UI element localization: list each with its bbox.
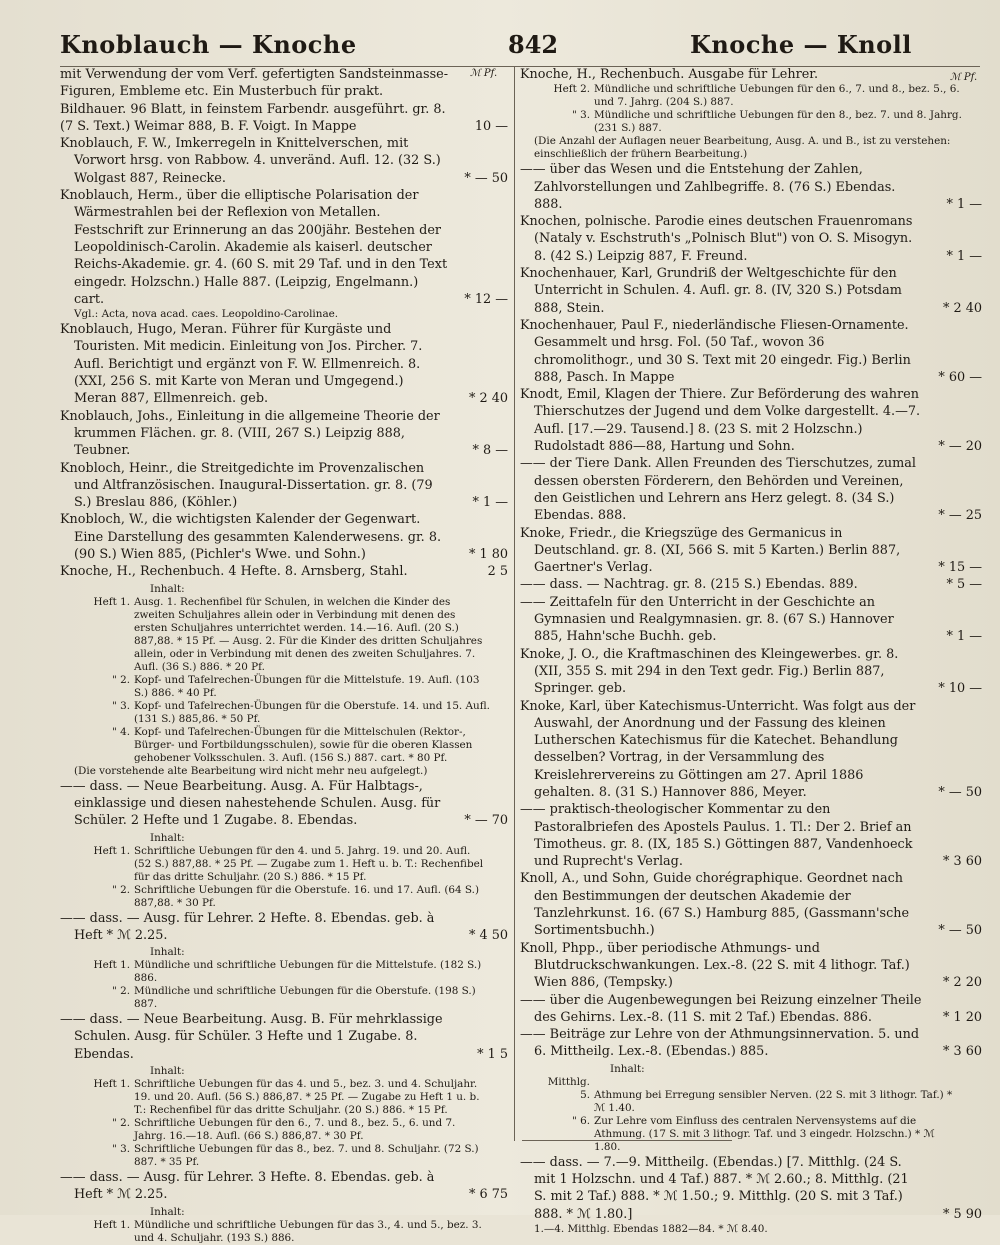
entry-note: (Die vorstehende alte Bearbeitung wird nicht mehr neu aufgelegt.) [74, 764, 428, 777]
entry-price: * 4 50 [469, 927, 508, 943]
sub-entry-text: Schriftliche Uebungen für den 6., 7. und 8., bez. 5., 6. und 7. Jahrg. 16.—18. Aufl. (66 S.) 886,87. * 30 Pf. [134, 1116, 456, 1142]
sub-entry-text: Mündliche und schriftliche Uebungen für das 3., 4. und 5., bez. 3. und 4. Schuljahr. (193 S.) 886. [134, 1218, 482, 1244]
entry-text: Knochenhauer, Paul F., niederländische Fliesen-Ornamente. Gesammelt und hrsg. Fol. (50 Taf., wovon 36 chromolithogr., und 30 S. Text mit 20 eingedr. Fig.) Berlin 888, Pasch. In Mappe [520, 317, 911, 385]
sub-entry-label: " 3. [112, 699, 130, 712]
sub-entry [520, 109, 982, 135]
sub-entry-label: Heft 1. [93, 1218, 130, 1231]
entry-text: Knobloch, W., die wichtigsten Kalender der Gegenwart. Eine Darstellung des gesammten Kalenderwesens. gr. 8. (90 S.) Wien 885, (Pichler's Wwe. und Sohn.) [60, 512, 442, 563]
entry-text: —— Beiträge zur Lehre von der Athmungsinnervation. 5. und 6. Mittheilg. Lex.-8. (Ebendas.) 885. [520, 1027, 920, 1060]
bibliography-entry [520, 213, 982, 265]
entry-price: * 1 80 [469, 547, 508, 563]
bibliography-entry [60, 187, 508, 308]
entry-price: * 2 20 [943, 975, 982, 991]
sub-entry [60, 1219, 508, 1245]
entry-price: * 15 — [938, 560, 982, 576]
contents-label: Inhalt: [150, 1205, 185, 1218]
sub-entry [60, 845, 508, 884]
right-column [520, 66, 982, 1235]
entry-text: Knoke, Friedr., die Kriegszüge des Germanicus in Deutschland. gr. 8. (XI, 566 S. mit 5 Karten.) Berlin 887, Gaertner's Verlag. [520, 525, 901, 576]
bibliography-entry [520, 1026, 982, 1061]
sub-entry-text: Schriftliche Uebungen für das 4. und 5., bez. 3. und 4. Schuljahr. 19. und 20. Aufl. (56 S.) 886,87. * 25 Pf. — Zugabe zu Heft 1 u. b. T.: Rechenfibel für das dritte Schuljahr. (20 S.) 886. * 15 Pf. [134, 1077, 480, 1116]
sub-entry-text: Schriftliche Uebungen für die Oberstufe. 16. und 17. Aufl. (64 S.) 887,88. * 30 Pf. [134, 883, 480, 909]
entry-price: * 1 — [946, 196, 982, 212]
bibliography-entry [520, 1154, 982, 1223]
sub-entry [60, 674, 508, 700]
sub-entry-text: Kopf- und Tafelrechen-Übungen für die Mittelschulen (Rektor-, Bürger- und Fortbildungsschulen), sowie für die oberen Klassen gehobener Volksschulen. 3. Aufl. (156 S.) 887. cart. * 80 Pf. [134, 725, 473, 764]
entry-text: Knoke, Karl, über Katechismus-Unterricht. Was folgt aus der Auswahl, der Anordnung und der Fassung des kleinen Lutherschen Katechismus für die Katechet. Behandlung desselben? Vortrag, in der Versammlung des Kreislehrervereins zu Göttingen am 27. April 1886 gehalten. 8. (31 S.) Hannover 886, Meyer. [520, 698, 916, 800]
entry-price: * 1 — [472, 495, 508, 511]
sub-entry [60, 959, 508, 985]
column-divider [514, 66, 515, 1141]
sub-entry-text: Kopf- und Tafelrechen-Übungen für die Mittelstufe. 19. Aufl. (103 S.) 886. * 40 Pf. [134, 673, 480, 699]
entry-text: —— dass. — 7.—9. Mittheilg. (Ebendas.) [7. Mitthlg. (24 S. mit 1 Holzschn. und 4 Taf.) 887. * ℳ 2.60.; 8. Mitthlg. (21 S. mit 2 Taf.) 888. * ℳ 1.50.; 9. Mitthlg. (20 S. mit 3 Taf.) 888. * ℳ 1.80.] [520, 1154, 909, 1222]
entry-note: 1.—4. Mitthlg. Ebendas 1882—84. * ℳ 8.40. [534, 1222, 768, 1235]
sub-entry-text: Mündliche und schriftliche Uebungen für den 8., bez. 7. und 8. Jahrg. (231 S.) 887. [594, 109, 962, 135]
sub-entry [60, 1078, 508, 1117]
entry-text: Knoll, Phpp., über periodische Athmungs- und Blutdruckschwankungen. Lex.-8. (22 S. mit 4 lithogr. Taf.) Wien 886, (Tempsky.) [520, 940, 910, 991]
entry-price: * 1 5 [477, 1046, 508, 1062]
entry-text: —— der Tiere Dank. Allen Freunden des Tierschutzes, zumal dessen obersten Förderern, den Behörden und Vereinen, den Geistlichen und Lehrern ans Herz gelegt. 8. (34 S.) Ebendas. 888. [520, 456, 916, 524]
sub-entry-label: Heft 1. [93, 844, 130, 857]
contents-label: Inhalt: [610, 1062, 645, 1075]
entry-price: * 1 20 [943, 1009, 982, 1025]
entry-price: * 2 40 [469, 391, 508, 407]
sub-entry-label: " 3. [112, 1142, 130, 1155]
contents-label: Inhalt: [150, 1064, 185, 1077]
sub-entry-label: " 2. [112, 985, 130, 998]
entry-text: —— dass. — Ausg. für Lehrer. 2 Hefte. 8. Ebendas. geb. à Heft * ℳ 2.25. [60, 910, 435, 943]
bibliography-entry [60, 1169, 508, 1204]
entry-price: * — 25 [938, 508, 982, 524]
entry-text: Knobloch, Heinr., die Streitgedichte im Provenzalischen und Altfranzösischen. Inaugural-Dissertation. gr. 8. (79 S.) Breslau 886, (Köhler.) [60, 460, 433, 511]
entry-price: * 60 — [938, 369, 982, 385]
sub-entry-text: Schriftliche Uebungen für den 4. und 5. Jahrg. 19. und 20. Aufl. (52 S.) 887,88. * 25 Pf. — Zugabe zum 1. Heft u. b. T.: Rechenfibel für das dritte Schuljahr. (20 S.) 886. * 15 Pf. [134, 844, 484, 883]
entry-text: Knochenhauer, Karl, Grundriß der Weltgeschichte für den Unterricht in Schulen. 4. Aufl. gr. 8. (IV, 320 S.) Potsdam 888, Stein. [520, 266, 902, 316]
sub-entry-label: " 3. [572, 109, 590, 122]
entry-text: Knodt, Emil, Klagen der Thiere. Zur Beförderung des wahren Thierschutzes der Jugend und dem Volke dargestellt. 4.—7. Aufl. [17.—29. Tausend.] 8. (23 S. mit 2 Holzschn.) Rudolstadt 886—88, Hartung und Sohn. [520, 387, 921, 455]
bibliography-entry [520, 698, 982, 802]
sub-entry [60, 596, 508, 674]
bibliography-entry [60, 910, 508, 945]
entry-text: —— dass. — Neue Bearbeitung. Ausg. B. Für mehrklassige Schulen. Ausg. für Schüler. 3 Hefte und 1 Zugabe. 8. Ebendas. [60, 1012, 443, 1062]
contents-label: Inhalt: [150, 946, 185, 959]
entry-text: Knoblauch, F. W., Imkerregeln in Knittelverschen, mit Vorwort hrsg. von Rabbow. 4. unveränd. Aufl. 12. (32 S.) Wolgast 887, Reinecke. [60, 136, 441, 186]
bibliography-entry [60, 778, 508, 830]
bibliography-entry [60, 408, 508, 460]
entry-text: Knoche, H., Rechenbuch. Ausgabe für Lehrer. [520, 67, 819, 82]
sub-entry-label: Heft 1. [93, 1077, 130, 1090]
sub-entry-label: " 4. [112, 725, 130, 738]
left-column [60, 66, 508, 1244]
entry-price: 10 — [474, 118, 508, 134]
entry-text: Knoll, A., und Sohn, Guide chorégraphique. Geordnet nach den Bestimmungen der deutschen Akademie der Tanzlehrkunst. 16. (67 S.) Hamburg 885, (Gassmann'sche Sortimentsbuchh.) [520, 871, 910, 939]
entry-price: * — 50 [464, 170, 508, 186]
entry-price: * 2 40 [943, 300, 982, 316]
page-number: 842 [508, 30, 559, 59]
entry-text: —— Zeittafeln für den Unterricht in der Geschichte an Gymnasien und Realgymnasien. gr. 8. (67 S.) Hannover 885, Hahn'sche Buchh. geb. [520, 594, 894, 645]
entry-price: * 3 60 [943, 1044, 982, 1060]
bibliography-entry [520, 594, 982, 646]
entry-price: * 1 — [946, 248, 982, 264]
bibliography-entry [520, 455, 982, 524]
bibliography-entry [520, 576, 982, 593]
sub-entry-text: Mündliche und schriftliche Uebungen für die Mittelstufe. (182 S.) 886. [134, 959, 482, 985]
sub-entry-label: Mitthlg. 5. [547, 1075, 590, 1101]
entry-text: —— über die Augenbewegungen bei Reizung einzelner Theile des Gehirns. Lex.-8. (11 S. mit 2 Taf.) Ebendas. 886. [520, 992, 922, 1025]
entry-text: Knoblauch, Hugo, Meran. Führer für Kurgäste und Touristen. Mit medicin. Einleitung von Jos. Pircher. 7. Aufl. Berichtigt und ergänzt von F. W. Ellmenreich. 8. (XXI, 256 S. mit Karte von Meran und Umgegend.) Meran 887, Ellmenreich. geb. [60, 322, 423, 407]
entry-text: mit Verwendung der vom Verf. gefertigten Sandsteinmasse-Figuren, Embleme etc. Ein Musterbuch für prakt. Bildhauer. 96 Blatt, in feinstem Farbendr. ausgeführt. gr. 8. (7 S. Text.) Weimar 888, B. F. Voigt. In Mappe [60, 67, 449, 134]
entry-price: * — 20 [938, 439, 982, 455]
contents-label: Inhalt: [150, 831, 185, 844]
sub-entry [60, 985, 508, 1011]
bibliography-entry [520, 646, 982, 698]
entry-note: Vgl.: Acta, nova acad. caes. Leopoldino-Carolinae. [74, 308, 339, 321]
entry-price: * — 50 [938, 923, 982, 939]
sub-entry-label: " 2. [112, 1116, 130, 1129]
bibliography-entry [520, 161, 982, 213]
entry-price: * 5 — [946, 577, 982, 593]
entry-price: * 3 60 [943, 854, 982, 870]
sub-entry-text: Mündliche und schriftliche Uebungen für den 6., 7. und 8., bez. 5., 6. und 7. Jahrg. (204 S.) 887. [594, 83, 960, 109]
entry-text: Knoblauch, Johs., Einleitung in die allgemeine Theorie der krummen Flächen. gr. 8. (VIII, 267 S.) Leipzig 888, Teubner. [60, 408, 440, 459]
bibliography-entry [520, 525, 982, 577]
entry-price: * — 50 [938, 784, 982, 800]
contents-label: Inhalt: [150, 582, 185, 595]
sub-entry-label: " 6. [572, 1114, 590, 1127]
entry-note: (Die Anzahl der Auflagen neuer Bearbeitung, Ausg. A. und B., ist zu verstehen: einschließlich der frühern Bearbeitung.) [534, 135, 951, 161]
entry-price: * 12 — [464, 291, 508, 307]
sub-entry [520, 1076, 982, 1115]
bibliography-entry [520, 992, 982, 1027]
sub-entry [520, 1115, 982, 1154]
entry-text: Knoche, H., Rechenbuch. 4 Hefte. 8. Arnsberg, Stahl. [60, 564, 408, 580]
price-unit-left: ℳ Pf. [470, 68, 498, 79]
sub-entry [60, 726, 508, 765]
sub-entry-text: Schriftliche Uebungen für das 8., bez. 7. und 8. Schuljahr. (72 S.) 887. * 35 Pf. [134, 1142, 479, 1168]
entry-text: —— dass. — Nachtrag. gr. 8. (215 S.) Ebendas. 889. [520, 577, 858, 593]
entry-text: Knoke, J. O., die Kraftmaschinen des Kleingewerbes. gr. 8. (XII, 355 S. mit 294 in den Text gedr. Fig.) Berlin 887, Springer. geb. [520, 646, 899, 697]
bibliography-entry [520, 66, 982, 83]
sub-entry-label: " 2. [112, 883, 130, 896]
bottom-rule [522, 1140, 732, 1141]
bibliography-entry [520, 265, 982, 317]
bibliography-entry [60, 1011, 508, 1063]
header-left-catchword: Knoblauch — Knoche [60, 30, 357, 59]
entry-price: * 6 75 [469, 1187, 508, 1203]
sub-entry [60, 700, 508, 726]
sub-entry-label: " 2. [112, 673, 130, 686]
sub-entry [60, 1143, 508, 1169]
sub-entry-text: Zur Lehre vom Einfluss des centralen Nervensystems auf die Athmung. (17 S. mit 3 lithogr. Taf. und 3 eingedr. Holzschn.) * ℳ 1.80. [594, 1114, 935, 1153]
bibliography-entry [520, 317, 982, 386]
entry-text: Knoblauch, Herm., über die elliptische Polarisation der Wärmestrahlen bei der Reflexion von Metallen. Festschrift zur Erinnerung an das 200jähr. Bestehen der Leopoldinisch-Carolin. Akademie als kaiserl. deutscher Reichs-Akademie. gr. 4. (60 S. mit 29 Taf. und in den Text eingedr. Holzschn.) Halle 887. (Leipzig, Engelmann.) cart. [60, 188, 448, 307]
entry-price: * 10 — [938, 681, 982, 697]
entry-text: —— dass. — Neue Bearbeitung. Ausg. A. Für Halbtags-, einklassige und diesen nahestehende Schulen. Ausg. für Schüler. 2 Hefte und 1 Zugabe. 8. Ebendas. [60, 778, 441, 829]
sub-entry-text: Kopf- und Tafelrechen-Übungen für die Oberstufe. 14. und 15. Aufl. (131 S.) 885,86. * 50 Pf. [134, 699, 490, 725]
entry-price: * 5 90 [943, 1206, 982, 1222]
entry-price: 2 5 [487, 564, 508, 580]
price-unit-right: ℳ Pf. [950, 72, 978, 83]
sub-entry-label: Heft 1. [93, 595, 130, 608]
bibliography-entry [60, 135, 508, 187]
bibliography-entry [520, 870, 982, 939]
bibliography-entry [60, 563, 508, 580]
bibliography-entry [60, 321, 508, 407]
entry-text: —— dass. — Ausg. für Lehrer. 3 Hefte. 8. Ebendas. geb. à Heft * ℳ 2.25. [60, 1169, 435, 1203]
sub-entry-text: Mündliche und schriftliche Uebungen für die Oberstufe. (198 S.) 887. [134, 985, 476, 1011]
entry-text: Knochen, polnische. Parodie eines deutschen Frauenromans (Nataly v. Eschstruth's „Polnisch Blut") von O. S. Misogyn. 8. (42 S.) Leipzig 887, F. Freund. [520, 214, 913, 264]
sub-entry-label: Heft 2. [553, 83, 590, 96]
page-header [60, 30, 980, 64]
bibliography-entry [60, 511, 508, 563]
sub-entry-text: Athmung bei Erregung sensibler Nerven. (22 S. mit 3 lithogr. Taf.) * ℳ 1.40. [594, 1088, 953, 1114]
entry-text: —— über das Wesen und die Entstehung der Zahlen, Zahlvorstellungen und Zahlbegriffe. 8. (76 S.) Ebendas. 888. [520, 162, 896, 212]
sub-entry-text: Ausg. 1. Rechenfibel für Schulen, in welchen die Kinder des zweiten Schuljahres allein oder in Verbindung mit denen des ersten Schuljahres unterrichtet werden. 14.—16. Aufl. (20 S.) 887,88. * 15 Pf. — Ausg. 2. Für die Kinder des dritten Schuljahres allein, oder in Verbindung mit denen des zweiten Schuljahres. 7. Aufl. (36 S.) 886. * 20 Pf. [134, 595, 483, 673]
bibliography-entry [60, 460, 508, 512]
sub-entry [60, 1117, 508, 1143]
header-right-catchword: Knoche — Knoll [690, 30, 912, 59]
sub-entry [60, 884, 508, 910]
entry-price: * — 70 [464, 813, 508, 829]
sub-entry [520, 83, 982, 109]
entry-price: * 1 — [946, 629, 982, 645]
bibliography-entry [520, 940, 982, 992]
bibliography-entry [60, 66, 508, 135]
sub-entry-label: Heft 1. [93, 959, 130, 972]
bibliography-entry [520, 801, 982, 870]
entry-text: —— praktisch-theologischer Kommentar zu den Pastoralbriefen des Apostels Paulus. 1. Tl.: Der 2. Brief an Timotheus. gr. 8. (IX, 185 S.) Göttingen 887, Vandenhoeck und Ruprecht's Verlag. [520, 802, 913, 870]
entry-price: * 8 — [472, 443, 508, 459]
bibliography-entry [520, 386, 982, 455]
